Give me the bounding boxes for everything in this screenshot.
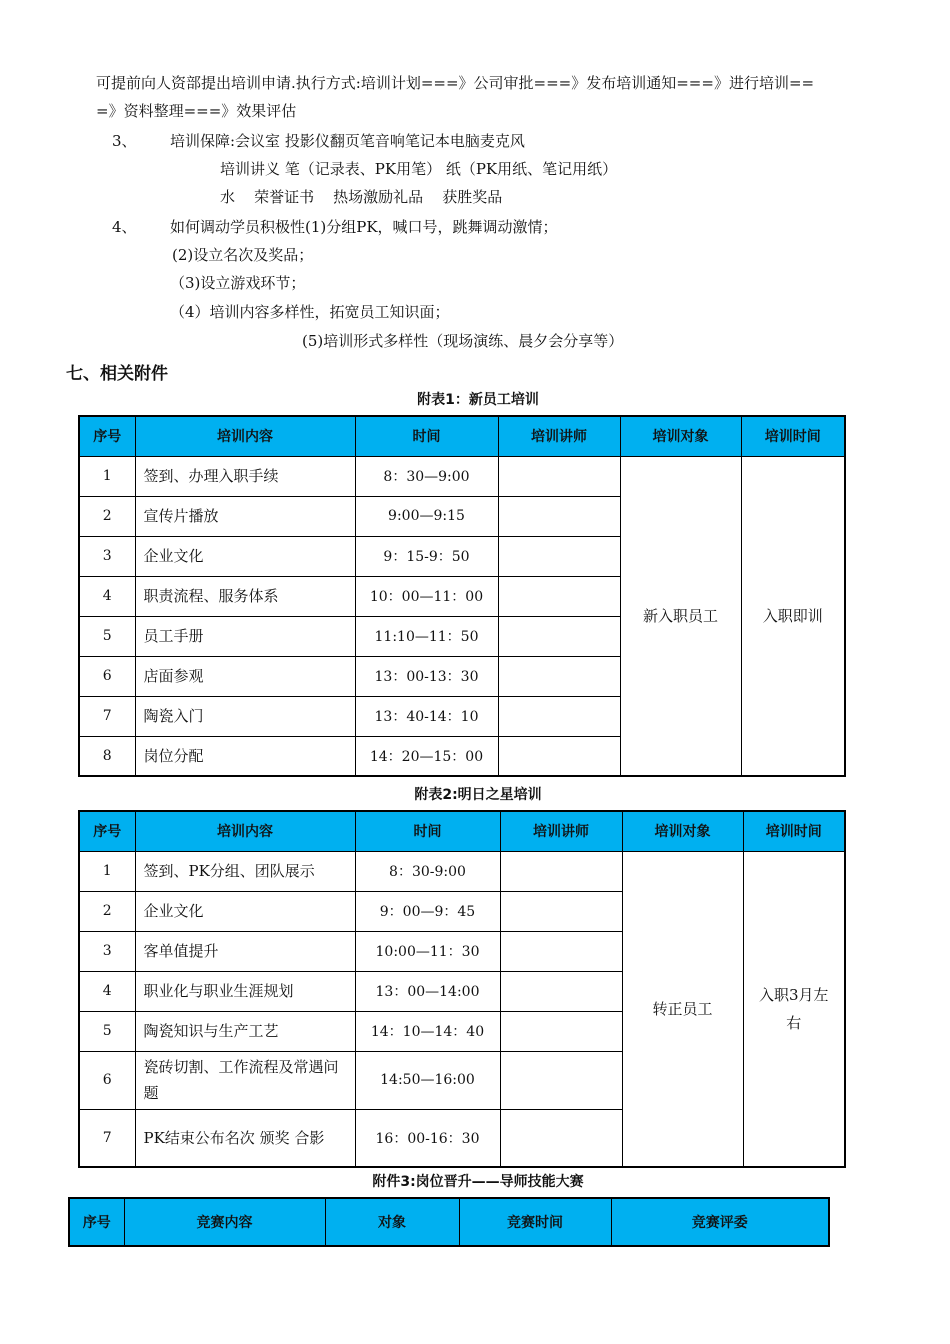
row-trainer xyxy=(498,576,620,616)
row-trainer xyxy=(498,616,620,656)
row-time: 9：15-9：50 xyxy=(355,536,498,576)
row-content: 签到、办理入职手续 xyxy=(135,456,355,496)
row-time: 14:50—16:00 xyxy=(355,1051,500,1109)
row-trainer xyxy=(500,971,622,1011)
row-trainer xyxy=(498,536,620,576)
training-target: 转正员工 xyxy=(622,851,743,1167)
row-time: 16：00-16：30 xyxy=(355,1109,500,1167)
row-trainer xyxy=(500,1109,622,1167)
header-competition-content: 竞赛内容 xyxy=(124,1198,325,1246)
item-3-line-3: 水 荣誉证书 热场激励礼品 获胜奖品 xyxy=(220,188,503,206)
table-2-caption: 附表2:明日之星培训 xyxy=(414,787,542,803)
row-time: 13：40-14：10 xyxy=(355,696,498,736)
row-trainer xyxy=(500,1051,622,1109)
header-judges: 竞赛评委 xyxy=(611,1198,829,1246)
row-serial: 7 xyxy=(79,1109,135,1167)
item-4-sub-3: （3)设立游戏环节； xyxy=(170,274,306,292)
row-serial: 6 xyxy=(79,1051,135,1109)
row-content: 岗位分配 xyxy=(135,736,355,776)
row-time: 11:10—11：50 xyxy=(355,616,498,656)
row-content: 企业文化 xyxy=(135,891,355,931)
header-competition-time: 竞赛时间 xyxy=(459,1198,611,1246)
header-target: 培训对象 xyxy=(622,811,743,851)
row-serial: 1 xyxy=(79,851,135,891)
row-trainer xyxy=(500,891,622,931)
training-period: 入职3月左右 xyxy=(743,851,845,1167)
row-content: 企业文化 xyxy=(135,536,355,576)
header-content: 培训内容 xyxy=(135,811,355,851)
row-serial: 3 xyxy=(79,536,135,576)
item-4-sub-2: (2)设立名次及奖品； xyxy=(172,246,314,264)
header-serial: 序号 xyxy=(79,811,135,851)
table-3-caption: 附件3:岗位晋升——导师技能大赛 xyxy=(372,1174,584,1190)
row-serial: 7 xyxy=(79,696,135,736)
row-serial: 2 xyxy=(79,891,135,931)
header-trainer: 培训讲师 xyxy=(498,416,620,456)
row-time: 10：00—11：00 xyxy=(355,576,498,616)
row-trainer xyxy=(500,931,622,971)
row-time: 10:00—11：30 xyxy=(355,931,500,971)
row-trainer xyxy=(498,736,620,776)
row-trainer xyxy=(498,456,620,496)
header-time: 时间 xyxy=(355,416,498,456)
item-3-line-2: 培训讲义 笔（记录表、PK用笔） 纸（PK用纸、笔记用纸） xyxy=(220,160,618,178)
row-content: 陶瓷知识与生产工艺 xyxy=(135,1011,355,1051)
intro-line-2: =》资料整理===》效果评估 xyxy=(96,102,297,120)
item-4-sub-5: (5)培训形式多样性（现场演练、晨夕会分享等） xyxy=(302,332,624,350)
item-4-sub-4: （4）培训内容多样性，拓宽员工知识面； xyxy=(170,303,450,321)
item-3-number: 3、 xyxy=(112,132,137,150)
table-3 xyxy=(68,1197,830,1247)
row-serial: 4 xyxy=(79,971,135,1011)
intro-line-1: 可提前向人资部提出培训申请.执行方式:培训计划===》公司审批===》发布培训通知===》进行培训== xyxy=(96,74,815,92)
section-7-title: 七、相关附件 xyxy=(66,364,168,384)
table-1 xyxy=(78,415,846,777)
row-time: 8：30-9:00 xyxy=(355,851,500,891)
row-content: 陶瓷入门 xyxy=(135,696,355,736)
row-trainer xyxy=(498,496,620,536)
row-content: 职责流程、服务体系 xyxy=(135,576,355,616)
item-4-number: 4、 xyxy=(112,218,137,236)
row-content: PK结束公布名次 颁奖 合影 xyxy=(135,1109,355,1167)
header-content: 培训内容 xyxy=(135,416,355,456)
row-content: 宣传片播放 xyxy=(135,496,355,536)
row-content: 签到、PK分组、团队展示 xyxy=(135,851,355,891)
row-serial: 5 xyxy=(79,1011,135,1051)
row-time: 8：30—9:00 xyxy=(355,456,498,496)
row-serial: 1 xyxy=(79,456,135,496)
training-period: 入职即训 xyxy=(741,456,845,776)
row-content: 员工手册 xyxy=(135,616,355,656)
row-serial: 3 xyxy=(79,931,135,971)
training-target: 新入职员工 xyxy=(620,456,741,776)
header-trainer: 培训讲师 xyxy=(500,811,622,851)
header-time: 时间 xyxy=(355,811,500,851)
row-serial: 6 xyxy=(79,656,135,696)
row-time: 13：00—14:00 xyxy=(355,971,500,1011)
item-4-text: 如何调动学员积极性(1)分组PK，喊口号，跳舞调动激情； xyxy=(170,218,558,236)
header-serial: 序号 xyxy=(69,1198,124,1246)
table-1-caption: 附表1：新员工培训 xyxy=(417,392,539,408)
row-content: 店面参观 xyxy=(135,656,355,696)
header-serial: 序号 xyxy=(79,416,135,456)
row-serial: 5 xyxy=(79,616,135,656)
row-content: 瓷砖切割、工作流程及常遇问题 xyxy=(135,1051,355,1109)
table-row xyxy=(79,456,845,496)
row-trainer xyxy=(500,1011,622,1051)
row-trainer xyxy=(498,656,620,696)
row-content: 客单值提升 xyxy=(135,931,355,971)
row-serial: 8 xyxy=(79,736,135,776)
table-row xyxy=(79,851,845,891)
row-time: 14：10—14：40 xyxy=(355,1011,500,1051)
row-time: 9:00—9:15 xyxy=(355,496,498,536)
row-trainer xyxy=(498,696,620,736)
header-participant: 对象 xyxy=(325,1198,459,1246)
row-serial: 2 xyxy=(79,496,135,536)
header-target: 培训对象 xyxy=(620,416,741,456)
row-time: 9：00—9：45 xyxy=(355,891,500,931)
row-time: 13：00-13：30 xyxy=(355,656,498,696)
row-trainer xyxy=(500,851,622,891)
table-2 xyxy=(78,810,846,1168)
header-period: 培训时间 xyxy=(743,811,845,851)
row-time: 14：20—15：00 xyxy=(355,736,498,776)
row-content: 职业化与职业生涯规划 xyxy=(135,971,355,1011)
item-3-text: 培训保障:会议室 投影仪翻页笔音响笔记本电脑麦克风 xyxy=(170,132,525,150)
header-period: 培训时间 xyxy=(741,416,845,456)
row-serial: 4 xyxy=(79,576,135,616)
